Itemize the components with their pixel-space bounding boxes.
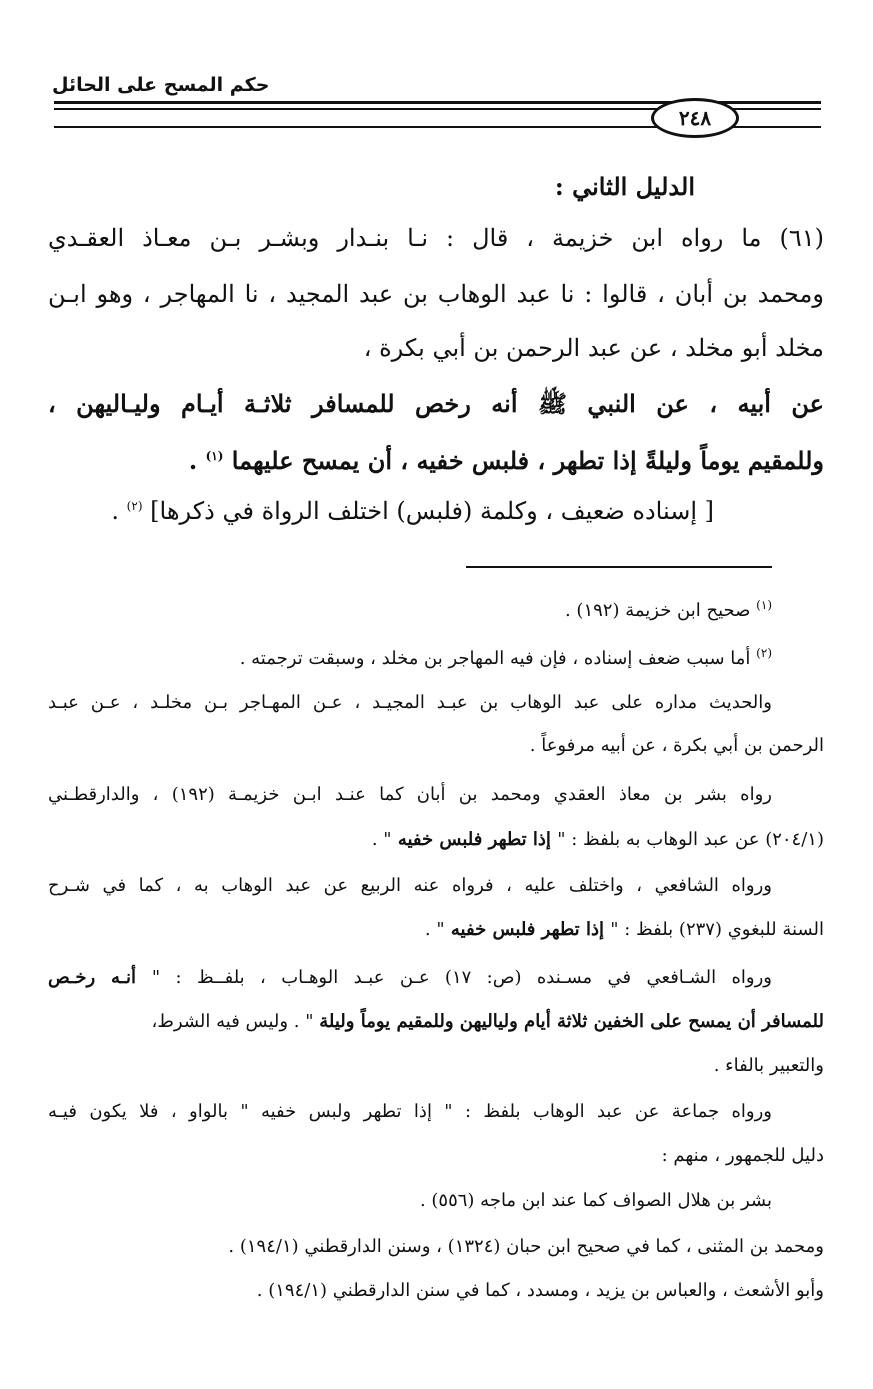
quoted-wording: إذا تطهر فلبس خفيه (444, 919, 611, 940)
footnote-para (48, 1009, 824, 1035)
quoted-wording: للمسافر أن يمسح على الخفين ثلاثة أيام ولياليهن وللمقيم يوماً وليلة (319, 1011, 824, 1032)
footnote-text: صحيح ابن خزيمة (١٩٢) . (564, 600, 751, 621)
footnote-text: (٢٠٤/١) عن عبد الوهاب به بلفظ : " (557, 829, 824, 850)
period: . (111, 497, 120, 525)
footnote-2 (48, 640, 824, 672)
running-title: حكم المسح على الحائل (52, 74, 270, 96)
isnad-status: [ إسناده ضعيف ، وكلمة (فلبس) اختلف الرواة في ذكرها] (150, 497, 714, 525)
footnote-para (48, 965, 824, 991)
quoted-wording: إذا تطهر فلبس خفيه (391, 829, 558, 850)
narrator-line: بشر بن هلال الصواف كما عند ابن ماجه (٥٥٦) . (419, 1190, 772, 1211)
footnote-text: أما سبب ضعف إسناده ، فإن فيه المهاجر بن مخلد ، وسبقت ترجمته . (239, 648, 751, 669)
footnote-ref-1[interactable]: (١) (205, 449, 224, 463)
footnote-mark: (١) (756, 598, 772, 612)
footnote-para: ورواه الشافعي ، واختلف عليه ، فرواه عنه الربيع عن عبد الوهاب به ، كما في شـرح (48, 875, 772, 896)
hadith-line (48, 440, 824, 480)
footnote-para: والتعبير بالفاء . (713, 1055, 824, 1076)
quoted-wording: أنـه رخـص (48, 967, 152, 988)
footnote-text: " . (371, 829, 392, 850)
main-text (48, 222, 824, 530)
text-line: مخلد أبو مخلد ، عن عبد الرحمن بن أبي بكرة ، (363, 334, 824, 362)
footnote-text: " . (424, 919, 445, 940)
footnote-para: ورواه جماعة عن عبد الوهاب بلفظ : " إذا تطهر ولبس خفيه " بالواو ، فلا يكون فيـه (48, 1101, 772, 1122)
hadith-text: وللمقيم يوماً وليلةً إذا تطهر ، فلبس خفيه ، أن يمسح عليهما (231, 446, 824, 475)
footnote-mark: (٢) (756, 646, 772, 660)
isnad-status-line (48, 490, 824, 530)
footnote-ref-2[interactable]: (٢) (126, 499, 143, 513)
footnote-para: الرحمن بن أبي بكرة ، عن أبيه مرفوعاً . (529, 735, 824, 756)
footnote-para: رواه بشر بن معاذ العقدي ومحمد بن أبان كما عنـد ابـن خزيمـة (١٩٢) ، والدارقطـني (48, 784, 772, 805)
text-line: ومحمد بن أبان ، قالوا : نا عبد الوهاب بن عبد المجيد ، نا المهاجر ، وهو ابـن (48, 280, 824, 308)
hadith-line: عن أبيه ، عن النبي ﷺ أنه رخص للمسافر ثلاثـة أيـام وليـاليهن ، (48, 389, 824, 418)
page-number: ٢٤٨ (651, 98, 739, 138)
section-heading: الدليل الثاني : (554, 172, 695, 201)
text-line: (٦١) ما رواه ابن خزيمة ، قال : نـا بنـدار وبشـر بـن معـاذ العقـدي (48, 224, 824, 252)
narrator-line: ومحمد بن المثنى ، كما في صحيح ابن حبان (١٣٢٤) ، وسنن الدارقطني (١٩٤/١) . (228, 1236, 824, 1257)
footnote-para (48, 917, 824, 943)
period: . (188, 446, 198, 475)
footnote-para (48, 827, 824, 853)
footnote-separator (466, 566, 772, 568)
narrator-line: وأبو الأشعث ، والعباس بن يزيد ، ومسدد ، كما في سنن الدارقطني (١٩٤/١) . (256, 1280, 824, 1301)
footnote-text: السنة للبغوي (٢٣٧) بلفظ : " (610, 919, 824, 940)
footnote-para: والحديث مداره على عبد الوهاب بن عبـد المجيـد ، عـن المهـاجر بـن مخلـد ، عـن عبـد (48, 692, 772, 713)
footnote-text: ورواه الشـافعي في مسـنده (ص: ١٧) عـن عبـد الوهـاب ، بلفــظ : " (151, 967, 772, 988)
footnote-text: " . وليس فيه الشرط، (151, 1011, 320, 1032)
footnote-para: دليل للجمهور ، منهم : (661, 1145, 824, 1166)
footnote-1 (48, 592, 824, 624)
